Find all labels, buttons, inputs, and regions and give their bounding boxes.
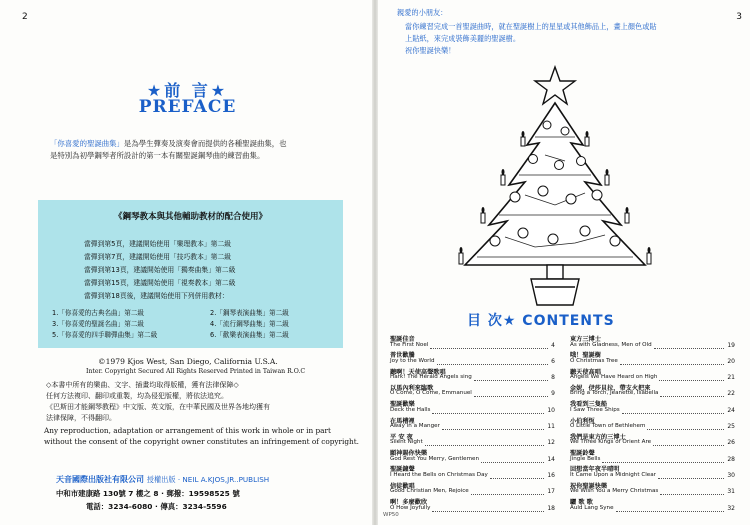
publisher-name-en: 授權出版 · NEIL A.KJOS,JR..PUBLISH <box>146 475 270 484</box>
notice-cn-line: 任何方法複印、翻印或重製，均為侵犯版權，將依法追究。 <box>46 392 228 400</box>
toc-leader-dots <box>616 511 724 512</box>
toc-leader-dots <box>432 413 544 414</box>
toc-title-en: Deck the Halls <box>390 406 431 413</box>
toc-page-number: 28 <box>727 455 735 463</box>
notice-en-line: without the consent of the copyright owner constitutes an infringement of copyright. <box>44 437 359 446</box>
companion-book: 5.「你喜愛的四手聯彈曲集」第二級 <box>52 331 158 339</box>
toc-title-en: Bring a Torch, Jeanette, Isabella <box>570 390 659 397</box>
toc-page-number: 25 <box>727 423 735 430</box>
toc-leader-dots <box>622 413 724 414</box>
publisher-name-cn: 天音國際出版社有限公司 <box>56 475 144 484</box>
companion-book: 6.「歡樂表演曲集」第二級 <box>210 331 289 339</box>
toc-entry[interactable] <box>390 439 555 448</box>
coordination-line: 當彈到第5頁，建議開始使用「樂理教本」第二級 <box>84 240 232 248</box>
toc-title-en: The First Noel <box>390 341 429 348</box>
toc-entry[interactable] <box>390 505 555 514</box>
toc-entry[interactable] <box>570 407 735 416</box>
toc-title-en: Angels We Have Heard on High <box>570 374 658 381</box>
toc-page-number: 12 <box>547 439 555 447</box>
preface-title-en: PREFACE <box>138 97 237 117</box>
coordination-line: 當彈到第15頁，建議開始使用「視奏教本」第二級 <box>84 279 236 287</box>
toc-leader-dots <box>490 478 544 479</box>
toc-title-cn: 聽天使高唱 <box>570 368 601 376</box>
toc-page-number: 22 <box>727 390 735 398</box>
toc-title-cn: 聽啊！天使高聲歌唱 <box>390 368 446 376</box>
contents-title: 目 次★ CONTENTS <box>467 313 615 329</box>
toc-leader-dots <box>425 445 544 446</box>
toc-title-cn: 祝你聖誕快樂 <box>570 482 608 490</box>
greeting-line: 親愛的小朋友： <box>397 8 448 17</box>
toc-title-en: Away in a Manger <box>390 423 440 429</box>
toc-title-cn: 願神賜你快樂 <box>390 450 428 458</box>
toc-title-en: O Little Town of Bethlehem <box>570 423 646 429</box>
toc-title-en: God Rest You Merry, Gentlemen <box>390 455 480 462</box>
toc-page-number: 11 <box>547 423 555 430</box>
toc-title-cn: 聖誕鈴聲 <box>570 450 595 458</box>
toc-leader-dots <box>432 511 544 512</box>
greeting-line: 當你練習完成一首聖誕曲時，就在聖誕樹上的星星或其他飾品上，畫上顏色或貼 <box>405 22 657 31</box>
notice-cn-line: ◇本書中所有的樂曲、文字、插畫均取得版權，獲有法律保障◇ <box>46 381 239 389</box>
toc-title-en: O Christmas Tree <box>570 357 618 364</box>
page-number-left: 2 <box>22 12 28 22</box>
toc-title-cn: 我看到三隻船 <box>570 401 608 409</box>
toc-leader-dots <box>647 429 724 430</box>
toc-title-cn: 普世歡騰 <box>390 352 415 360</box>
toc-leader-dots <box>658 478 724 479</box>
toc-title-en: It Came Upon a Midnight Clear <box>570 471 656 478</box>
companion-book: 4.「流行鋼琴曲集」第二級 <box>210 320 289 328</box>
greeting-line: 上貼紙，來完成裝飾美麗的聖誕樹。 <box>405 34 521 43</box>
toc-page-number: 14 <box>547 455 555 463</box>
toc-entry[interactable] <box>570 358 735 367</box>
toc-entry[interactable] <box>570 390 735 399</box>
toc-title-en: As with Gladness, Men of Old <box>570 341 652 348</box>
copyright-line2: Inter. Copyright Secured All Rights Reserved Printed in Taiwan R.O.C <box>86 368 306 375</box>
toc-title-cn: 以馬內利來臨歌 <box>390 384 434 392</box>
coordination-box <box>38 200 343 348</box>
toc-title-cn: 聖誕鐘聲 <box>390 466 415 474</box>
intro-highlight: 「你喜愛的聖誕曲集」 <box>50 139 124 148</box>
toc-page-number: 26 <box>727 439 735 447</box>
toc-title-en: Silent Night <box>390 439 423 446</box>
coordination-line: 當彈到第13頁，建議開始使用「獨奏曲集」第二級 <box>84 266 236 274</box>
toc-leader-dots <box>602 462 724 463</box>
toc-title-cn: 信徒歡唱 <box>390 482 415 490</box>
toc-leader-dots <box>442 429 544 430</box>
notice-cn-line: 法律保障，不得翻印。 <box>46 414 116 422</box>
companion-book: 2.「鋼琴表演曲集」第二級 <box>210 309 289 317</box>
toc-title-cn: 哦！聖誕樹 <box>570 352 601 360</box>
toc-entry[interactable] <box>390 456 555 465</box>
toc-entry[interactable] <box>570 423 735 432</box>
coordination-title: 《鋼琴教本與其他輔助教材的配合使用》 <box>113 212 267 222</box>
toc-entry[interactable] <box>390 407 555 416</box>
toc-page-number: 4 <box>551 341 555 349</box>
toc-entry[interactable] <box>570 488 735 497</box>
toc-page-number: 24 <box>727 406 735 414</box>
toc-page-number: 20 <box>727 357 735 365</box>
toc-leader-dots <box>471 494 544 495</box>
christmas-tree-illustration <box>435 65 675 310</box>
toc-title-cn: 聖誕歡樂 <box>390 401 415 409</box>
toc-title-en: Hark! The Herald Angels sing <box>390 374 472 381</box>
coordination-line: 當彈到第18頁後，建議開始使用下列併用教材： <box>84 292 229 300</box>
toc-entry[interactable] <box>570 505 735 514</box>
preface-title-cn: ★前 言★ <box>146 81 229 100</box>
toc-leader-dots <box>654 348 724 349</box>
toc-page-number: 9 <box>551 390 555 398</box>
toc-entry[interactable] <box>570 439 735 448</box>
toc-title-cn: 金妮，伊莎貝拉，帶支火把來 <box>570 384 651 392</box>
publisher-line <box>56 474 269 485</box>
toc-entry[interactable] <box>570 374 735 383</box>
tree-trunk-and-pot <box>531 265 579 305</box>
toc-leader-dots <box>481 462 544 463</box>
toc-leader-dots <box>437 364 548 365</box>
toc-entry[interactable] <box>390 374 555 383</box>
toc-page-number: 8 <box>551 374 555 382</box>
toc-leader-dots <box>659 380 724 381</box>
toc-entry[interactable] <box>570 456 735 465</box>
preface-intro <box>50 138 287 162</box>
toc-leader-dots <box>620 364 724 365</box>
toc-entry[interactable] <box>390 358 555 367</box>
toc-page-number: 16 <box>547 471 555 479</box>
toc-page-number: 31 <box>727 488 735 496</box>
toc-page-number: 21 <box>727 374 735 382</box>
toc-title-en: I Saw Three Ships <box>570 406 620 413</box>
toc-title-cn: 啊！多麼歡欣 <box>390 499 428 506</box>
toc-page-number: 19 <box>727 341 735 349</box>
coordination-line: 當彈到第7頁，建議開始使用「技巧教本」第二級 <box>84 253 232 261</box>
toc-entry[interactable] <box>390 342 555 351</box>
right-page <box>375 0 750 525</box>
toc-entry[interactable] <box>390 423 555 432</box>
toc-page-number: 18 <box>547 504 555 512</box>
toc-title-en: We Three Kings of Orient Are <box>570 439 652 446</box>
intro-line2: 是特別為初學鋼琴者所設計的第一本有關聖誕鋼琴曲的練習曲集。 <box>50 151 265 160</box>
companion-book: 1.「你喜愛的古典名曲」第二級 <box>52 309 145 317</box>
toc-entry[interactable] <box>390 472 555 481</box>
companion-book: 3.「你喜愛的聖誕名曲」第二級 <box>52 320 145 328</box>
notice-en-line: Any reproduction, adaptation or arrangement of this work in whole or in part <box>44 426 331 435</box>
toc-title-en: O How Joyfully <box>390 504 431 511</box>
toc-title-cn: 在馬槽裡 <box>390 417 415 425</box>
toc-title-cn: 回想當年夜半晴明 <box>570 466 620 474</box>
toc-title-cn: 驪 歌 歌 <box>570 499 593 506</box>
toc-title-en: Good Christian Men, Rejoice <box>390 488 469 495</box>
copyright-line1: ©1979 Kjos West, San Diego, California U.S.A. <box>98 357 278 366</box>
toc-page-number: 6 <box>551 357 555 365</box>
toc-page-number: 30 <box>727 471 735 479</box>
toc-entry[interactable] <box>570 472 735 481</box>
toc-leader-dots <box>660 396 724 397</box>
toc-leader-dots <box>474 380 548 381</box>
toc-leader-dots <box>660 494 724 495</box>
toc-entry[interactable] <box>390 390 555 399</box>
toc-title-en: Auld Lang Syne <box>570 504 614 511</box>
toc-title-en: Jingle Bells <box>570 455 601 462</box>
toc-title-cn: 我們是東方的三博士 <box>570 433 626 441</box>
toc-leader-dots <box>430 348 548 349</box>
publisher-phone: 電話：3234-6080 · 傳真：3234-5596 <box>86 502 227 511</box>
toc-entry[interactable] <box>390 488 555 497</box>
toc-leader-dots <box>653 445 724 446</box>
toc-title-cn: 聖誕佳音 <box>390 336 415 343</box>
toc-title-en: Joy to the World <box>390 357 435 364</box>
publisher-address: 中和市建康路 130號 7 樓之 8 · 郵撥：19598525 號 <box>56 489 240 498</box>
toc-title-cn: 平 安 夜 <box>390 433 413 441</box>
toc-leader-dots <box>474 396 548 397</box>
catalog-code: WP50 <box>383 512 399 518</box>
toc-page-number: 17 <box>547 488 555 496</box>
toc-title-en: I Heard the Bells on Christmas Day <box>390 471 488 478</box>
toc-title-en: We Wish You a Merry Christmas <box>570 488 659 495</box>
notice-cn-line: 《巴斯田才能鋼琴教程》中文版、英文版，在中華民國及世界各地均獲有 <box>46 403 270 411</box>
toc-entry[interactable] <box>570 342 735 351</box>
toc-title-cn: 東方三博士 <box>570 336 601 343</box>
greeting-line: 祝你聖誕快樂！ <box>405 46 456 55</box>
intro-line1: 是為學生彈奏及演奏會而提供的各種聖誕曲集，也 <box>123 139 287 148</box>
toc-page-number: 32 <box>727 504 735 512</box>
toc-page-number: 10 <box>547 406 555 414</box>
toc-title-en: O Come, O Come, Emmanuel <box>390 390 472 397</box>
toc-title-cn: 小伯利恆 <box>570 417 595 425</box>
page-number-right: 3 <box>736 12 742 22</box>
tree-star-icon <box>535 67 575 104</box>
